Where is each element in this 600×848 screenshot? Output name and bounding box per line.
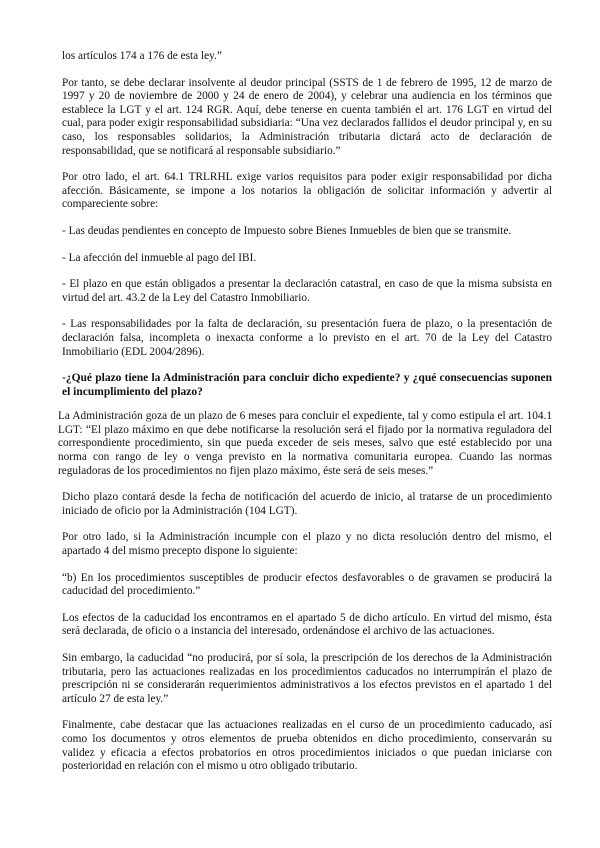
section-question: -¿Qué plazo tiene la Administración para concluir dicho expediente? y ¿qué consecuencias suponen el incumplimiento del plazo? — [62, 372, 552, 398]
paragraph-efectos-caducidad: Los efectos de la caducidad los encontramos en el apartado 5 de dicho artículo. En virtud del mismo, ésta será declarada, de oficio o a instancia del interesado, ordenándose el archivo de las actuaciones. — [62, 611, 552, 638]
list-item-responsabilidades: - Las responsabilidades por la falta de declaración, su presentación fuera de plazo, o la presentación de declaración falsa, incompleta o inexacta conforme a lo previsto en el art. 70 de la Ley del Catastro Inmobiliario (EDL 2004/2896). — [62, 318, 552, 358]
paragraph-continuation: los artículos 174 a 176 de esta ley.” — [62, 50, 222, 62]
list-item-deudas: - Las deudas pendientes en concepto de Impuesto sobre Bienes Inmuebles de bien que se transmite. — [62, 224, 512, 237]
paragraph-prescripcion: Sin embargo, la caducidad “no producirá, por sí sola, la prescripción de los derechos de la Administración tributaria, pero las actuaciones realizadas en los procedimientos caducados no interrumpirán el plazo de prescripción ni se considerarán requerimientos administrativos a los efectos previstos en el apartado 1 del artículo 27 de esta ley.” — [62, 652, 552, 705]
document-page — [58, 50, 552, 786]
paragraph-plazo-seis-meses: La Administración goza de un plazo de 6 meses para concluir el expediente, tal y como estipula el art. 104.1 LGT: “El plazo máximo en que debe notificarse la resolución será el fijado por la normativa reguladora del correspondiente procedimiento, sin que pueda exceder de seis meses, salvo que esté establecido por una norma con rango de ley o venga previsto en la normativa comunitaria europea. Cuando las normas reguladoras de los procedimientos no fijen plazo máximo, éste será de seis meses.” — [58, 410, 552, 477]
paragraph-insolvencia: Por tanto, se debe declarar insolvente al deudor principal (SSTS de 1 de febrero de 1995, 12 de marzo de 1997 y 20 de noviembre de 2000 y 24 de enero de 2004), y celebrar una audiencia en los términos que establece la LGT y el art. 124 RGR. Aquí, debe tenerse en cuenta también el art. 176 LGT en virtud del cual, para poder exigir responsabilidad subsidiaria: “Una vez declarados fallidos el deudor principal y, en su caso, los responsables solidarios, la Administración tributaria dictará acto de declaración de responsabilidad, que se notificará al responsable subsidiario.” — [62, 76, 552, 157]
paragraph-fecha-notificacion: Dicho plazo contará desde la fecha de notificación del acuerdo de inicio, al tratarse de un procedimiento iniciado de oficio por la Administración (104 LGT). — [62, 491, 552, 517]
list-item-afeccion: - La afección del inmueble al pago del IBI. — [62, 251, 257, 264]
paragraph-incumplimiento: Por otro lado, si la Administración incumple con el plazo y no dicta resolución dentro del mismo, el apartado 4 del mismo precepto dispone lo siguiente: — [62, 531, 552, 558]
paragraph-trlrhl: Por otro lado, el art. 64.1 TRLRHL exige varios requisitos para poder exigir responsabilidad por dicha afección. Básicamente, se impone a los notarios la obligación de solicitar información y advertir al compareciente sobre: — [62, 171, 552, 211]
paragraph-finalmente: Finalmente, cabe destacar que las actuaciones realizadas en el curso de un procedimiento caducado, así como los documentos y otros elementos de prueba obtenidos en dicho procedimiento, conservarán su validez y eficacia a efectos probatorios en otros procedimientos iniciados o que puedan iniciarse con posterioridad en relación con el mismo u otro obligado tributario. — [62, 719, 552, 773]
list-item-plazo: - El plazo en que están obligados a presentar la declaración catastral, en caso de que la misma subsista en virtud del art. 43.2 de la Ley del Catastro Inmobiliario. — [62, 278, 552, 304]
paragraph-quote-caducidad: “b) En los procedimientos susceptibles de producir efectos desfavorables o de gravamen se producirá la caducidad del procedimiento.” — [62, 571, 552, 598]
